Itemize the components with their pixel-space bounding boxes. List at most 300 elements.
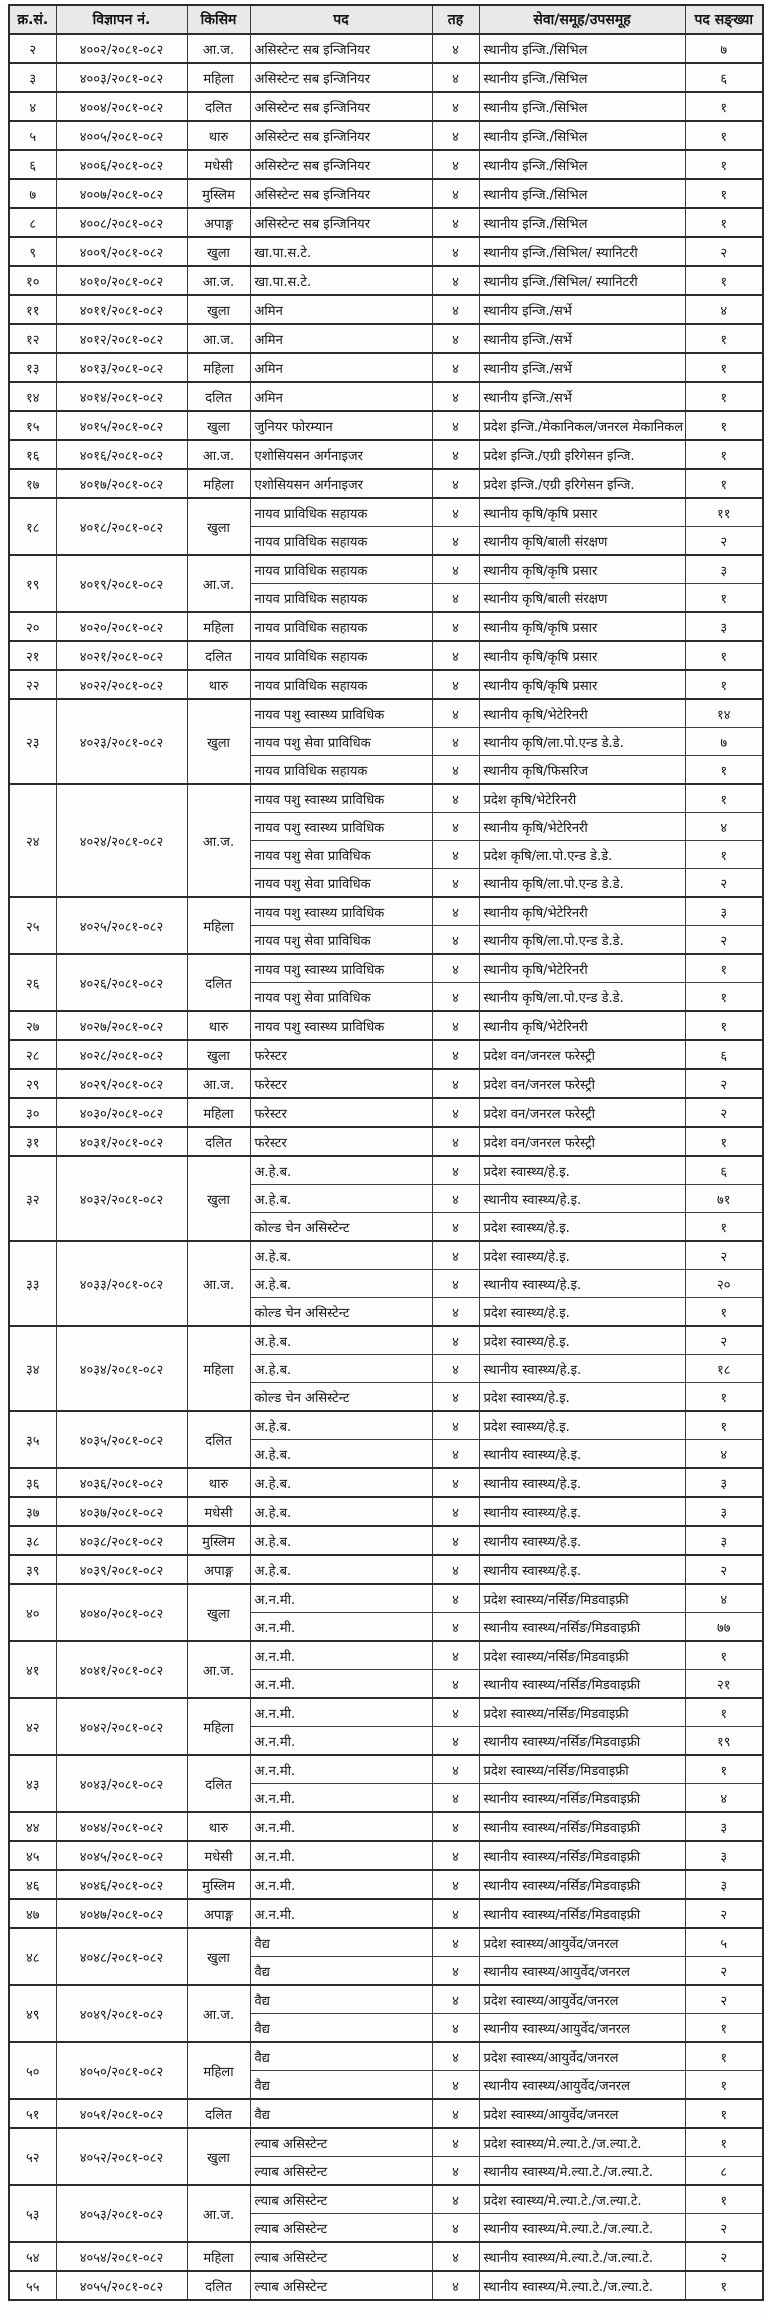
service-group-cell: स्थानीय स्वास्थ्य/नर्सिङ/मिडवाइफ्री [479, 1784, 685, 1813]
col-category: किसिम [187, 5, 250, 34]
post-count-cell: २० [685, 1270, 763, 1298]
post-count-cell: १ [685, 208, 763, 237]
level-cell: ४ [432, 498, 479, 527]
post-count-cell: २ [685, 2214, 763, 2243]
service-group-cell: स्थानीय इन्जि./सिभिल [479, 150, 685, 179]
advert-no-cell: ४०३८/२०८१-०८२ [56, 1526, 187, 1555]
col-service-group: सेवा/समूह/उपसमूह [479, 5, 685, 34]
level-cell: ४ [432, 784, 479, 813]
post-count-cell: १ [685, 2014, 763, 2043]
serial-cell: १० [9, 266, 56, 295]
category-cell: थारु [187, 121, 250, 150]
position-cell: अ.न.मी. [250, 1755, 432, 1784]
category-cell: महिला [187, 63, 250, 92]
position-cell: अ.न.मी. [250, 1698, 432, 1727]
service-group-cell: प्रदेश कृषि/भेटेरिनरी [479, 784, 685, 813]
table-row [9, 266, 763, 295]
service-group-cell: स्थानीय कृषि/भेटेरिनरी [479, 954, 685, 983]
serial-cell: ११ [9, 295, 56, 324]
position-cell: कोल्ड चेन असिस्टेन्ट [250, 1383, 432, 1412]
category-cell: अपाङ्ग [187, 1899, 250, 1928]
serial-cell: ४ [9, 92, 56, 121]
level-cell: ४ [432, 411, 479, 440]
service-group-cell: प्रदेश इन्जि./एग्री इरिगेसन इन्जि. [479, 440, 685, 469]
serial-cell: १७ [9, 469, 56, 498]
level-cell: ४ [432, 2128, 479, 2157]
table-row [9, 1040, 763, 1069]
service-group-cell: प्रदेश स्वास्थ्य/मे.ल्या.टे./ज.ल्या.टे. [479, 2185, 685, 2214]
advert-no-cell: ४०१७/२०८१-०८२ [56, 469, 187, 498]
category-cell: खुला [187, 237, 250, 266]
category-cell: मुस्लिम [187, 1870, 250, 1899]
position-cell: अ.न.मी. [250, 1841, 432, 1870]
post-count-cell: २ [685, 527, 763, 556]
post-count-cell: ३ [685, 1526, 763, 1555]
advert-no-cell: ४०१८/२०८१-०८२ [56, 498, 187, 555]
service-group-cell: प्रदेश स्वास्थ्य/नर्सिङ/मिडवाइफ्री [479, 1698, 685, 1727]
serial-cell: ४९ [9, 1985, 56, 2042]
table-row [9, 469, 763, 498]
category-cell: आ.ज. [187, 2185, 250, 2242]
advert-no-cell: ४०४६/२०८१-०८२ [56, 1870, 187, 1899]
position-cell: असिस्टेन्ट सब इन्जिनियर [250, 208, 432, 237]
serial-cell: ४७ [9, 1899, 56, 1928]
category-cell: दलित [187, 2271, 250, 2300]
table-row [9, 92, 763, 121]
service-group-cell: स्थानीय इन्जि./सर्भे [479, 382, 685, 411]
serial-cell: ५ [9, 121, 56, 150]
level-cell: ४ [432, 1040, 479, 1069]
col-advert-no: विज्ञापन नं. [56, 5, 187, 34]
post-count-cell: १ [685, 641, 763, 670]
advert-no-cell: ४०१३/२०८१-०८२ [56, 353, 187, 382]
level-cell: ४ [432, 1670, 479, 1699]
level-cell: ४ [432, 1985, 479, 2014]
advert-no-cell: ४०५२/२०८१-०८२ [56, 2128, 187, 2185]
category-cell: थारु [187, 1812, 250, 1841]
post-count-cell: २ [685, 1899, 763, 1928]
advert-no-cell: ४०२९/२०८१-०८२ [56, 1069, 187, 1098]
table-row [9, 670, 763, 699]
service-group-cell: स्थानीय स्वास्थ्य/हे.इ. [479, 1468, 685, 1497]
service-group-cell: स्थानीय कृषि/फिसरिज [479, 756, 685, 785]
service-group-cell: प्रदेश स्वास्थ्य/हे.इ. [479, 1241, 685, 1270]
level-cell: ४ [432, 1812, 479, 1841]
position-cell: नायव पशु सेवा प्राविधिक [250, 841, 432, 869]
level-cell: ४ [432, 1355, 479, 1383]
position-cell: अ.न.मी. [250, 1727, 432, 1756]
table-row [9, 498, 763, 527]
table-row [9, 2185, 763, 2214]
advert-no-cell: ४०५१/२०८१-०८२ [56, 2099, 187, 2128]
level-cell: ४ [432, 1440, 479, 1469]
table-row [9, 237, 763, 266]
level-cell: ४ [432, 324, 479, 353]
table-row [9, 612, 763, 641]
level-cell: ४ [432, 1841, 479, 1870]
table-row [9, 954, 763, 983]
serial-cell: १४ [9, 382, 56, 411]
category-cell: खुला [187, 699, 250, 784]
post-count-cell: १ [685, 2042, 763, 2071]
advert-no-cell: ४००६/२०८१-०८२ [56, 150, 187, 179]
position-cell: अ.हे.ब. [250, 1497, 432, 1526]
table-row [9, 897, 763, 926]
post-count-cell: १ [685, 1383, 763, 1412]
service-group-cell: प्रदेश वन/जनरल फरेस्ट्री [479, 1069, 685, 1098]
post-count-cell: १ [685, 150, 763, 179]
position-cell: असिस्टेन्ट सब इन्जिनियर [250, 63, 432, 92]
advert-no-cell: ४०१४/२०८१-०८२ [56, 382, 187, 411]
service-group-cell: स्थानीय स्वास्थ्य/हे.इ. [479, 1440, 685, 1469]
level-cell: ४ [432, 1584, 479, 1613]
col-level: तह [432, 5, 479, 34]
position-cell: नायव प्राविधिक सहायक [250, 612, 432, 641]
post-count-cell: २१ [685, 1670, 763, 1699]
table-row [9, 1641, 763, 1670]
position-cell: नायव पशु सेवा प्राविधिक [250, 869, 432, 898]
post-count-cell: ४ [685, 1440, 763, 1469]
position-cell: अ.न.मी. [250, 1641, 432, 1670]
level-cell: ४ [432, 2185, 479, 2214]
category-cell: मुस्लिम [187, 1526, 250, 1555]
post-count-cell: २ [685, 1098, 763, 1127]
category-cell: आ.ज. [187, 34, 250, 63]
post-count-cell: ३ [685, 1812, 763, 1841]
level-cell: ४ [432, 869, 479, 898]
advert-no-cell: ४०४५/२०८१-०८२ [56, 1841, 187, 1870]
position-cell: अ.न.मी. [250, 1812, 432, 1841]
category-cell: आ.ज. [187, 1069, 250, 1098]
category-cell: थारु [187, 1011, 250, 1040]
advert-no-cell: ४०२५/२०८१-०८२ [56, 897, 187, 954]
category-cell: अपाङ्ग [187, 1555, 250, 1584]
serial-cell: ३४ [9, 1326, 56, 1411]
table-row [9, 1241, 763, 1270]
advert-no-cell: ४००७/२०८१-०८२ [56, 179, 187, 208]
post-count-cell: २ [685, 869, 763, 898]
service-group-cell: प्रदेश स्वास्थ्य/नर्सिङ/मिडवाइफ्री [479, 1641, 685, 1670]
table-row [9, 440, 763, 469]
table-row [9, 295, 763, 324]
level-cell: ४ [432, 1698, 479, 1727]
category-cell: महिला [187, 1098, 250, 1127]
service-group-cell: स्थानीय स्वास्थ्य/नर्सिङ/मिडवाइफ्री [479, 1613, 685, 1642]
serial-cell: ५३ [9, 2185, 56, 2242]
service-group-cell: स्थानीय स्वास्थ्य/हे.इ. [479, 1355, 685, 1383]
post-count-cell: १ [685, 584, 763, 613]
level-cell: ४ [432, 2271, 479, 2300]
table-row [9, 1870, 763, 1899]
service-group-cell: प्रदेश स्वास्थ्य/हे.इ. [479, 1213, 685, 1242]
position-cell: अ.न.मी. [250, 1870, 432, 1899]
service-group-cell: प्रदेश वन/जनरल फरेस्ट्री [479, 1127, 685, 1156]
table-row [9, 2271, 763, 2300]
position-cell: वैद्य [250, 2071, 432, 2100]
service-group-cell: स्थानीय इन्जि./सिभिल [479, 92, 685, 121]
advert-no-cell: ४०१२/२०८१-०८२ [56, 324, 187, 353]
level-cell: ४ [432, 1326, 479, 1355]
service-group-cell: स्थानीय कृषि/भेटेरिनरी [479, 813, 685, 841]
position-cell: ल्याब असिस्टेन्ट [250, 2185, 432, 2214]
serial-cell: ४५ [9, 1841, 56, 1870]
position-cell: वैद्य [250, 2099, 432, 2128]
post-count-cell: ५ [685, 1928, 763, 1957]
post-count-cell: १ [685, 1011, 763, 1040]
table-row [9, 1841, 763, 1870]
advert-no-cell: ४०२३/२०८१-०८२ [56, 699, 187, 784]
post-count-cell: १ [685, 179, 763, 208]
level-cell: ४ [432, 1069, 479, 1098]
category-cell: दलित [187, 1127, 250, 1156]
level-cell: ४ [432, 440, 479, 469]
serial-cell: २७ [9, 1011, 56, 1040]
service-group-cell: प्रदेश वन/जनरल फरेस्ट्री [479, 1040, 685, 1069]
vacancy-table-body [9, 34, 763, 2300]
category-cell: आ.ज. [187, 784, 250, 897]
post-count-cell: २ [685, 2242, 763, 2271]
post-count-cell: १ [685, 266, 763, 295]
serial-cell: ५४ [9, 2242, 56, 2271]
level-cell: ४ [432, 1784, 479, 1813]
service-group-cell: स्थानीय स्वास्थ्य/नर्सिङ/मिडवाइफ्री [479, 1727, 685, 1756]
position-cell: नायव पशु सेवा प्राविधिक [250, 728, 432, 756]
level-cell: ४ [432, 1298, 479, 1327]
position-cell: वैद्य [250, 1985, 432, 2014]
service-group-cell: स्थानीय स्वास्थ्य/आयुर्वेद/जनरल [479, 2071, 685, 2100]
level-cell: ४ [432, 584, 479, 613]
service-group-cell: स्थानीय स्वास्थ्य/हे.इ. [479, 1555, 685, 1584]
position-cell: फरेस्टर [250, 1069, 432, 1098]
position-cell: नायव पशु स्वास्थ्य प्राविधिक [250, 699, 432, 728]
service-group-cell: स्थानीय कृषि/ला.पो.एन्ड डे.डे. [479, 926, 685, 955]
position-cell: अ.हे.ब. [250, 1468, 432, 1497]
post-count-cell: १ [685, 1411, 763, 1440]
table-row [9, 1899, 763, 1928]
position-cell: कोल्ड चेन असिस्टेन्ट [250, 1298, 432, 1327]
service-group-cell: स्थानीय इन्जि./सिभिल [479, 208, 685, 237]
level-cell: ४ [432, 2242, 479, 2271]
service-group-cell: स्थानीय कृषि/कृषि प्रसार [479, 670, 685, 699]
level-cell: ४ [432, 1928, 479, 1957]
position-cell: एशोसियसन अर्गनाइजर [250, 440, 432, 469]
position-cell: कोल्ड चेन असिस्टेन्ट [250, 1213, 432, 1242]
service-group-cell: स्थानीय कृषि/बाली संरक्षण [479, 584, 685, 613]
post-count-cell: २ [685, 1957, 763, 1986]
position-cell: वैद्य [250, 1928, 432, 1957]
category-cell: खुला [187, 1156, 250, 1241]
advert-no-cell: ४००२/२०८१-०८२ [56, 34, 187, 63]
position-cell: नायव प्राविधिक सहायक [250, 641, 432, 670]
level-cell: ४ [432, 1241, 479, 1270]
category-cell: मधेसी [187, 1841, 250, 1870]
post-count-cell: ३ [685, 1497, 763, 1526]
service-group-cell: स्थानीय कृषि/कृषि प्रसार [479, 555, 685, 584]
service-group-cell: स्थानीय स्वास्थ्य/हे.इ. [479, 1526, 685, 1555]
advert-no-cell: ४०३३/२०८१-०८२ [56, 1241, 187, 1326]
service-group-cell: स्थानीय स्वास्थ्य/नर्सिङ/मिडवाइफ्री [479, 1812, 685, 1841]
post-count-cell: १ [685, 411, 763, 440]
serial-cell: ३७ [9, 1497, 56, 1526]
category-cell: महिला [187, 2042, 250, 2099]
advert-no-cell: ४००८/२०८१-०८२ [56, 208, 187, 237]
level-cell: ४ [432, 1641, 479, 1670]
service-group-cell: स्थानीय इन्जि./सिभिल/ स्यानिटरी [479, 237, 685, 266]
serial-cell: ४४ [9, 1812, 56, 1841]
category-cell: खुला [187, 2128, 250, 2185]
level-cell: ४ [432, 92, 479, 121]
service-group-cell: स्थानीय कृषि/कृषि प्रसार [479, 612, 685, 641]
category-cell: खुला [187, 295, 250, 324]
serial-cell: ५५ [9, 2271, 56, 2300]
position-cell: नायव प्राविधिक सहायक [250, 555, 432, 584]
position-cell: नायव प्राविधिक सहायक [250, 670, 432, 699]
post-count-cell: १ [685, 841, 763, 869]
service-group-cell: स्थानीय स्वास्थ्य/आयुर्वेद/जनरल [479, 1957, 685, 1986]
table-row [9, 1156, 763, 1185]
category-cell: आ.ज. [187, 1985, 250, 2042]
position-cell: असिस्टेन्ट सब इन्जिनियर [250, 121, 432, 150]
serial-cell: २५ [9, 897, 56, 954]
table-row [9, 1698, 763, 1727]
advert-no-cell: ४००३/२०८१-०८२ [56, 63, 187, 92]
category-cell: दलित [187, 641, 250, 670]
post-count-cell: १ [685, 382, 763, 411]
serial-cell: ४३ [9, 1755, 56, 1812]
post-count-cell: १ [685, 469, 763, 498]
level-cell: ४ [432, 1185, 479, 1213]
position-cell: अ.न.मी. [250, 1670, 432, 1699]
post-count-cell: ८ [685, 2157, 763, 2186]
serial-cell: १३ [9, 353, 56, 382]
table-row [9, 63, 763, 92]
category-cell: दलित [187, 1411, 250, 1468]
post-count-cell: १ [685, 1127, 763, 1156]
category-cell: आ.ज. [187, 266, 250, 295]
position-cell: असिस्टेन्ट सब इन्जिनियर [250, 179, 432, 208]
table-row [9, 1755, 763, 1784]
level-cell: ४ [432, 2042, 479, 2071]
level-cell: ४ [432, 612, 479, 641]
serial-cell: १६ [9, 440, 56, 469]
post-count-cell: ११ [685, 498, 763, 527]
position-cell: असिस्टेन्ट सब इन्जिनियर [250, 34, 432, 63]
post-count-cell: ७ [685, 728, 763, 756]
post-count-cell: २ [685, 926, 763, 955]
category-cell: आ.ज. [187, 1641, 250, 1698]
advert-no-cell: ४०११/२०८१-०८२ [56, 295, 187, 324]
serial-cell: ३६ [9, 1468, 56, 1497]
serial-cell: २ [9, 34, 56, 63]
serial-cell: ३० [9, 1098, 56, 1127]
advert-no-cell: ४०४३/२०८१-०८२ [56, 1755, 187, 1812]
table-row [9, 150, 763, 179]
advert-no-cell: ४०५५/२०८१-०८२ [56, 2271, 187, 2300]
service-group-cell: स्थानीय इन्जि./सर्भे [479, 324, 685, 353]
post-count-cell: ३ [685, 555, 763, 584]
table-row [9, 34, 763, 63]
table-row [9, 1555, 763, 1584]
post-count-cell: १ [685, 92, 763, 121]
post-count-cell: ६ [685, 63, 763, 92]
category-cell: महिला [187, 353, 250, 382]
serial-cell: ४६ [9, 1870, 56, 1899]
table-row [9, 1011, 763, 1040]
position-cell: फरेस्टर [250, 1098, 432, 1127]
service-group-cell: प्रदेश स्वास्थ्य/आयुर्वेद/जनरल [479, 2042, 685, 2071]
advert-no-cell: ४०४७/२०८१-०८२ [56, 1899, 187, 1928]
table-row [9, 2099, 763, 2128]
serial-cell: ४० [9, 1584, 56, 1641]
advert-no-cell: ४०४२/२०८१-०८२ [56, 1698, 187, 1755]
level-cell: ४ [432, 208, 479, 237]
level-cell: ४ [432, 179, 479, 208]
service-group-cell: प्रदेश स्वास्थ्य/हे.इ. [479, 1411, 685, 1440]
level-cell: ४ [432, 670, 479, 699]
level-cell: ४ [432, 699, 479, 728]
category-cell: आ.ज. [187, 555, 250, 612]
advert-no-cell: ४००९/२०८१-०८२ [56, 237, 187, 266]
position-cell: अ.हे.ब. [250, 1440, 432, 1469]
post-count-cell: १ [685, 2271, 763, 2300]
table-row [9, 121, 763, 150]
level-cell: ४ [432, 1727, 479, 1756]
post-count-cell: ७१ [685, 1185, 763, 1213]
serial-cell: ५० [9, 2042, 56, 2099]
service-group-cell: स्थानीय स्वास्थ्य/नर्सिङ/मिडवाइफ्री [479, 1670, 685, 1699]
serial-cell: ५१ [9, 2099, 56, 2128]
position-cell: फरेस्टर [250, 1040, 432, 1069]
level-cell: ४ [432, 527, 479, 556]
advert-no-cell: ४०३४/२०८१-०८२ [56, 1326, 187, 1411]
serial-cell: २० [9, 612, 56, 641]
service-group-cell: स्थानीय कृषि/बाली संरक्षण [479, 527, 685, 556]
post-count-cell: ३ [685, 1870, 763, 1899]
category-cell: आ.ज. [187, 1241, 250, 1326]
serial-cell: ८ [9, 208, 56, 237]
table-row [9, 784, 763, 813]
level-cell: ४ [432, 1127, 479, 1156]
level-cell: ४ [432, 1899, 479, 1928]
post-count-cell: ३ [685, 897, 763, 926]
table-row [9, 1127, 763, 1156]
category-cell: मुस्लिम [187, 179, 250, 208]
level-cell: ४ [432, 983, 479, 1012]
position-cell: ल्याब असिस्टेन्ट [250, 2242, 432, 2271]
serial-cell: १९ [9, 555, 56, 612]
serial-cell: १५ [9, 411, 56, 440]
service-group-cell: स्थानीय स्वास्थ्य/मे.ल्या.टे./ज.ल्या.टे. [479, 2271, 685, 2300]
level-cell: ४ [432, 121, 479, 150]
serial-cell: ५२ [9, 2128, 56, 2185]
serial-cell: ३८ [9, 1526, 56, 1555]
table-row [9, 1985, 763, 2014]
post-count-cell: २ [685, 1241, 763, 1270]
category-cell: अपाङ्ग [187, 208, 250, 237]
position-cell: वैद्य [250, 2014, 432, 2043]
position-cell: अ.हे.ब. [250, 1185, 432, 1213]
col-position: पद [250, 5, 432, 34]
serial-cell: ७ [9, 179, 56, 208]
advert-no-cell: ४०४९/२०८१-०८२ [56, 1985, 187, 2042]
service-group-cell: प्रदेश स्वास्थ्य/आयुर्वेद/जनरल [479, 2099, 685, 2128]
advert-no-cell: ४०५४/२०८१-०८२ [56, 2242, 187, 2271]
advert-no-cell: ४००५/२०८१-०८२ [56, 121, 187, 150]
position-cell: अ.न.मी. [250, 1899, 432, 1928]
serial-cell: १२ [9, 324, 56, 353]
advert-no-cell: ४०२४/२०८१-०८२ [56, 784, 187, 897]
serial-cell: २८ [9, 1040, 56, 1069]
